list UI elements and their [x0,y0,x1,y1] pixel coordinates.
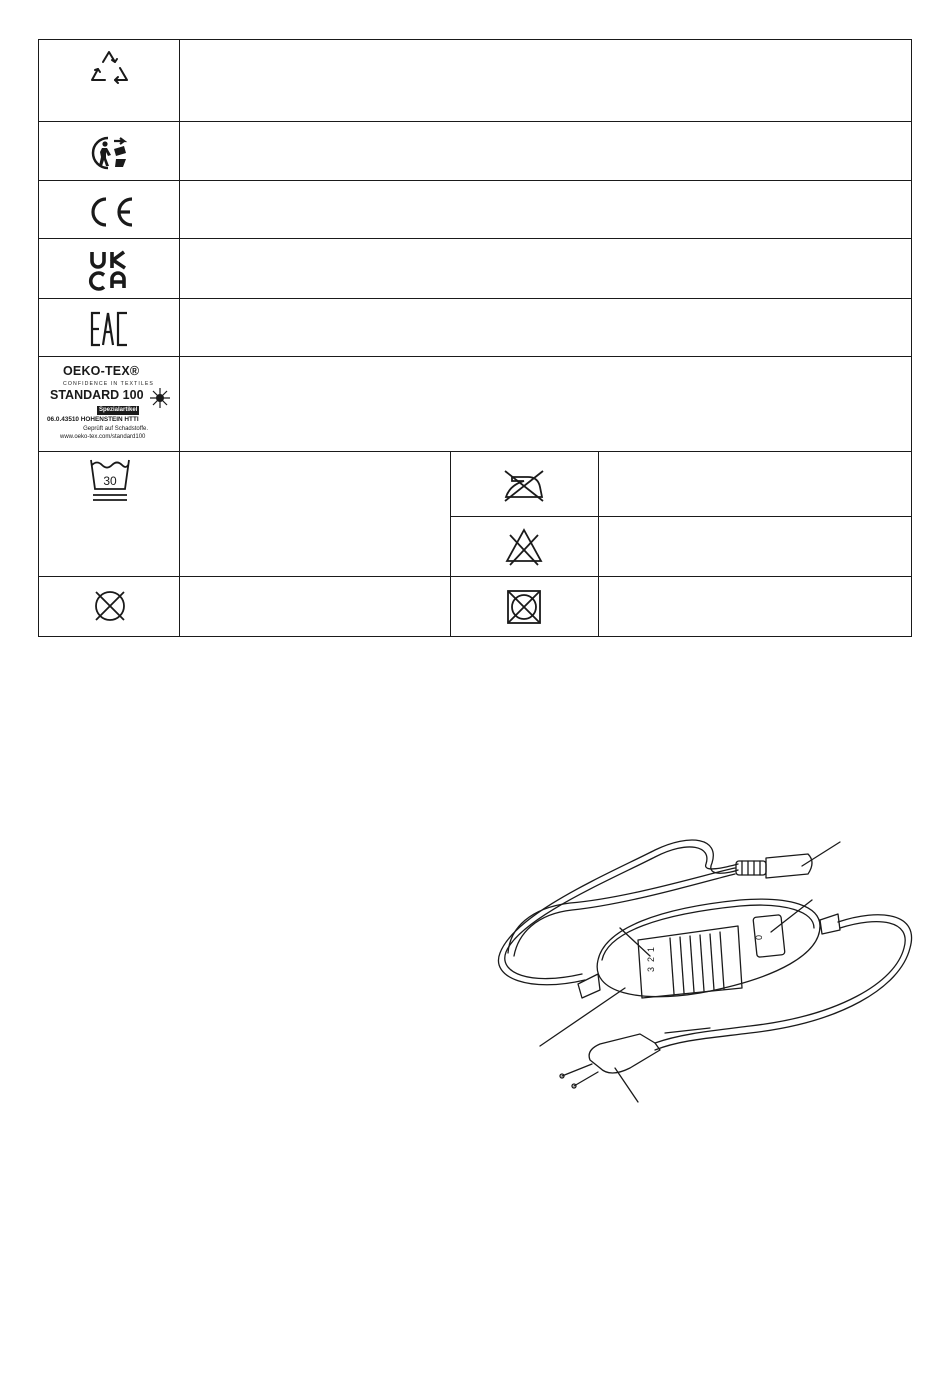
wash-30-icon [88,457,132,505]
do-not-bleach-icon [504,527,544,567]
oeko-tex-tagline: CONFIDENCE IN TEXTILES [63,381,154,387]
oeko-tex-flower-icon [149,387,171,409]
level-3: 3 [646,966,656,972]
triman-icon [90,135,134,171]
power-plug [589,1034,660,1073]
ukca-mark-icon [88,249,132,291]
level-1: 1 [646,946,656,952]
recycling-icon [88,48,132,90]
heating-controller-diagram [490,828,930,1108]
cable-connector [766,854,812,878]
oeko-tex-certificate: 06.0.43510 HOHENSTEIN HTTI [47,416,139,423]
do-not-dry-clean-icon [90,587,130,625]
oeko-tex-label [46,360,176,446]
oeko-tex-standard: STANDARD 100 [50,388,144,402]
level-2: 2 [646,956,656,962]
symbol-table [38,39,912,637]
controller-housing [597,899,820,997]
oeko-tex-brand: OEKO-TEX® [63,364,140,378]
do-not-tumble-dry-icon [505,588,543,626]
do-not-iron-icon [502,467,546,503]
oeko-tex-tested-note: Geprüft auf Schadstoffe. [83,426,148,432]
eac-mark-icon [90,310,130,348]
oeko-tex-url: www.oeko-tex.com/standard100 [60,434,146,440]
wash-temperature: 30 [103,474,117,488]
connector-strain-relief [736,861,766,875]
oeko-tex-badge: Spezialartikel [99,407,138,413]
switch-digit: 0 [754,934,764,940]
ce-mark-icon [84,195,136,229]
